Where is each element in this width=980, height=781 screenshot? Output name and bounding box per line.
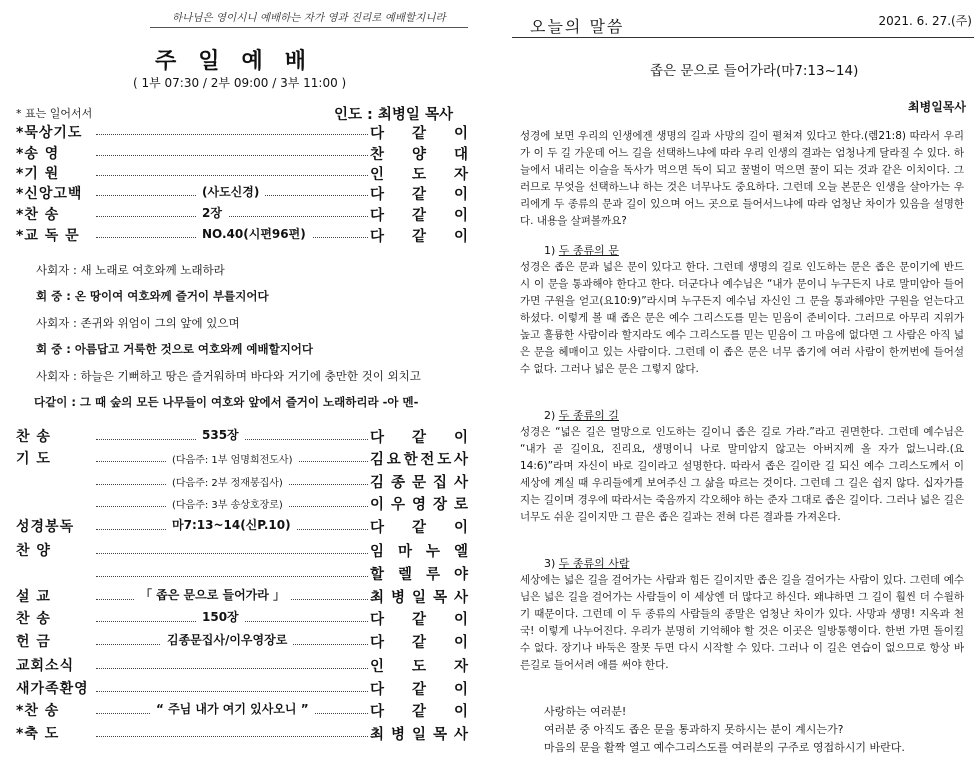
- person-char: 이: [453, 520, 468, 536]
- person-char: 종: [390, 475, 405, 491]
- order-row: [16, 122, 468, 142]
- sermon-intro: 성경에 보면 우리의 인생에겐 생명의 길과 사망의 길이 펼쳐져 있다고 한다.(렘21:8) 따라서 우리가 이 두 길 가운데 어느 길을 선택하느냐에 따라 우리 인생의 결과는 엄청나게 달라질 수 있다. 하늘에서 내리는 이슬을 독사가 먹으면 독이 되고 꿀벌이 먹으면 꿀이 되는 것과 같은 이치이다. 그러므로 무엇을 선택하느냐 하는 것은 너무나도 중요하다. 그런데 오늘 본문은 인생을 살아가는 우리에게 두 종류의 문과 길이 있으며 어느 곳으로 들어서느냐에 따라 엄청난 차이가 있음을 설명한다. 내용을 살펴볼까요?: [520, 130, 964, 227]
- person-char: 이: [453, 682, 468, 698]
- order-row: [16, 225, 468, 245]
- person-char: 이: [453, 430, 468, 446]
- order-label: 설 교: [16, 589, 51, 605]
- person-char: 이: [453, 704, 468, 720]
- section-heading: [544, 242, 619, 258]
- person-char: 집: [432, 475, 447, 491]
- person-char: 야: [453, 567, 468, 583]
- order-detail: (다음주: 1부 엄명희전도사): [166, 451, 299, 466]
- person-char: 이: [453, 229, 468, 245]
- order-row: [16, 540, 468, 562]
- person-char: 루: [425, 567, 440, 583]
- section-body: 성경은 좁은 문과 넓은 문이 있다고 한다. 그런데 생명의 길로 인도하는 문은 좁은 문이기에 반드시 이 문을 통과해야 한다고 한다. 더군다나 예수님은 “내가 문이니 누구든지 나로 말미암아 들어가면 구원을 얻고(요10:9)”라시며 누구든지 예수님 자신인 그 문을 통과해야만 구원을 얻는다고 하셨다. 이렇게 볼 때 좁은 문은 예수 그리스도를 믿는 믿음이 준비이다. 그러므로 아무리 지위가 높고 훌륭한 사람이라 할지라도 예수 그리스도를 믿는 믿음이 그 마음에 없다면 그 사람은 아직 넓은 문을 헤매이고 있는 사람이다. 그런데 이 좁은 문은 너무 좁기에 여러 사람이 한꺼번에 들어설 수 없다. 그러나 넓은 문은 그렇지 않다.: [520, 261, 964, 375]
- person-char: 양: [411, 147, 426, 163]
- order-person: [370, 183, 468, 204]
- header-divider: [512, 37, 974, 38]
- person-char: 다: [370, 430, 385, 446]
- standing-note: * 표는 일어서서: [16, 107, 93, 120]
- person-char: 요: [386, 452, 401, 468]
- person-char: 이: [453, 208, 468, 224]
- person-char: 병: [390, 727, 405, 743]
- order-row: [16, 163, 468, 183]
- section-heading: [544, 555, 630, 571]
- dotted-leader: [96, 155, 368, 156]
- order-label: *신앙고백: [16, 186, 83, 202]
- person-char: 최: [370, 727, 385, 743]
- person-char: 렐: [397, 567, 412, 583]
- person-char: 다: [370, 704, 385, 720]
- person-char: 인: [370, 659, 385, 675]
- person-char: 다: [370, 682, 385, 698]
- leader-note: 인도 : 최병일 목사: [334, 107, 453, 123]
- order-row: [16, 608, 468, 630]
- order-row: [16, 655, 468, 677]
- dotted-leader: [96, 553, 368, 554]
- person-char: 목: [432, 590, 447, 606]
- order-detail: (다음주: 3부 송상호장로): [166, 496, 289, 511]
- person-char: 임: [370, 544, 385, 560]
- congregation-line: 다같이 : 그 때 숲의 모든 나무들이 여호와 앞에서 즐거이 노래하리라 -아 멘-: [34, 395, 419, 409]
- person-char: 병: [390, 590, 405, 606]
- order-row: [16, 586, 468, 608]
- order-detail: NO.40(시편96편): [196, 225, 312, 242]
- person-char: 같: [411, 208, 426, 224]
- sermon-author: 최병일목사: [908, 100, 966, 114]
- sermon-title: 좁은 문으로 들어가라(마7:13~14): [650, 63, 859, 79]
- service-times: ( 1부 07:30 / 2부 09:00 / 3부 11:00 ): [133, 76, 347, 90]
- congregation-line: 회 중 : 온 땅이여 여호와께 즐거이 부를지어다: [36, 289, 269, 303]
- section-title: 두 종류의 문: [558, 244, 619, 257]
- person-char: 사: [453, 727, 468, 743]
- section-title: 두 종류의 길: [558, 409, 619, 422]
- order-row: [16, 700, 468, 722]
- person-char: 찬: [370, 147, 385, 163]
- order-row: [16, 516, 468, 538]
- order-label: 찬 양: [16, 543, 51, 559]
- person-char: 다: [370, 520, 385, 536]
- person-char: 전: [420, 452, 435, 468]
- order-person: [370, 471, 468, 492]
- person-char: 최: [370, 590, 385, 606]
- person-char: 자: [453, 659, 468, 675]
- person-char: 일: [411, 590, 426, 606]
- person-char: 이: [453, 635, 468, 651]
- person-char: 같: [411, 704, 426, 720]
- person-char: 다: [370, 126, 385, 142]
- order-detail: (사도신경): [196, 183, 265, 200]
- order-row: [16, 471, 468, 493]
- order-row: [16, 631, 468, 653]
- order-row: [16, 678, 468, 700]
- order-detail: (다음주: 2부 정재봉집사): [166, 474, 289, 489]
- page-title: 주일예배: [155, 48, 329, 74]
- person-char: 같: [411, 229, 426, 245]
- person-char: 문: [411, 475, 426, 491]
- person-char: 장: [432, 497, 447, 513]
- order-person: [370, 655, 468, 676]
- dotted-leader: [96, 175, 368, 176]
- person-char: 대: [453, 147, 468, 163]
- order-label: *찬 송: [16, 703, 60, 719]
- person-char: 이: [453, 612, 468, 628]
- dotted-leader: [96, 691, 368, 692]
- order-person: [370, 586, 468, 607]
- order-person: [370, 493, 468, 514]
- order-label: 성경봉독: [16, 519, 75, 535]
- person-char: 도: [411, 659, 426, 675]
- person-char: 사: [453, 452, 468, 468]
- person-char: 같: [411, 635, 426, 651]
- order-detail: 535장: [196, 426, 245, 443]
- order-label: 찬 송: [16, 611, 51, 627]
- section-number: 3): [544, 557, 556, 570]
- sermon-panel: [512, 0, 980, 781]
- order-person: [370, 204, 468, 225]
- order-person: [370, 426, 468, 447]
- order-detail: 150장: [196, 608, 245, 625]
- person-char: 같: [411, 520, 426, 536]
- order-detail: 마7:13~14(신P.10): [166, 516, 297, 533]
- order-person: [370, 143, 468, 164]
- order-label: *축 도: [16, 726, 60, 742]
- leader-line: 사회자 : 존귀와 위엄이 그의 앞에 있으며: [36, 316, 240, 330]
- dotted-leader: [96, 668, 368, 669]
- order-label: 기 도: [16, 451, 51, 467]
- order-row: [16, 723, 468, 745]
- order-row: [16, 493, 468, 515]
- person-char: 이: [370, 497, 385, 513]
- order-row: [16, 204, 468, 224]
- order-person: [370, 122, 468, 143]
- order-person: [370, 563, 468, 584]
- leader-line: 사회자 : 새 노래로 여호와께 노래하라: [36, 263, 225, 277]
- person-char: 이: [453, 187, 468, 203]
- congregation-line: 회 중 : 아름답고 거룩한 것으로 여호와께 예배할지어다: [36, 342, 314, 356]
- order-label: *찬 송: [16, 207, 60, 223]
- order-row: [16, 563, 468, 585]
- section-body: 세상에는 넓은 길을 걸어가는 사람과 힘든 길이지만 좁은 길을 걸어가는 사람이 있다. 그런데 예수님은 넓은 길을 걸어가는 사람들이 이 세상엔 더 많다고 하신다. 왜냐하면 그 길이 훨씬 더 수월하기 때문이다. 그런데 이 두 종류의 사람들의 종말은 엄청난 차이가 있다. 사망과 생명! 지옥과 천국! 이렇게 나누어진다. 우리가 분명히 기억해야 할 것은 이곳은 일방통행이다. 한번 가면 돌이킬 수 없다. 장기나 바둑은 잘못 두면 다시 시작할 수 있다. 그러나 이 길은 연습이 없으므로 항상 바른길로 들어서려 애를 써야 한다.: [520, 574, 964, 671]
- dotted-leader: [96, 216, 368, 217]
- person-char: 우: [390, 497, 405, 513]
- order-person: [370, 225, 468, 246]
- person-char: 자: [453, 167, 468, 183]
- person-char: 마: [397, 544, 412, 560]
- order-label: 헌 금: [16, 634, 51, 650]
- person-char: 한: [403, 452, 418, 468]
- person-char: 다: [370, 229, 385, 245]
- order-label: *묵상기도: [16, 125, 83, 141]
- order-label: 새가족환영: [16, 681, 89, 697]
- person-char: 사: [453, 590, 468, 606]
- section-body: 성경은 “넓은 길은 멸망으로 인도하는 길이니 좁은 길로 가라.”라고 권면한다. 그런데 예수님은 “내가 곧 길이요, 진리요, 생명이니 나로 말미암지 않고는 아버지께 올 자가 없느니라.(요14:6)”라며 자신이 바로 길이라고 설명한다. 따라서 좁은 길이란 길 되신 예수 그리스도께서 이 세상에 계실 때 우리들에게 보여주신 그 삶을 따르는 것이다. 그런데 그 길은 쉽지 않다. 십자가를 지는 길이며 경우에 따라서는 죽음까지 각오해야 하는 준자 그대로 좁은 길이다. 그러나 넓은 길은 너무도 쉬운 길이지만 그 끝은 좁은 길과는 전혀 다른 결과를 가져온다.: [520, 426, 964, 523]
- person-char: 다: [370, 208, 385, 224]
- leader-line: 사회자 : 하늘은 기뻐하고 땅은 즐거워하며 바다와 거기에 충만한 것이 외치고: [36, 369, 421, 383]
- order-person: [370, 516, 468, 537]
- motto: 하나님은 영이시니 예배하는 자가 영과 진리로 예배할지니라: [150, 10, 468, 28]
- dotted-leader: [96, 134, 368, 135]
- order-label: *송 영: [16, 146, 60, 162]
- order-detail: 「 좁은 문으로 들어가라 」: [134, 586, 291, 603]
- order-label: *교 독 문: [16, 228, 80, 244]
- person-char: 사: [453, 475, 468, 491]
- section-number: 2): [544, 409, 556, 422]
- person-char: 엘: [453, 544, 468, 560]
- order-person: [370, 540, 468, 561]
- person-char: 김: [370, 452, 385, 468]
- person-char: 같: [411, 612, 426, 628]
- dotted-leader: [96, 736, 368, 737]
- order-detail: 김종문집사/이우영장로: [161, 631, 293, 648]
- person-char: 인: [370, 167, 385, 183]
- order-detail: “ 주님 내가 여기 있사오니 ”: [150, 700, 315, 717]
- order-person: [370, 608, 468, 629]
- person-char: 도: [437, 452, 452, 468]
- person-char: 로: [453, 497, 468, 513]
- person-char: 같: [411, 187, 426, 203]
- order-person: [370, 448, 468, 469]
- person-char: 누: [425, 544, 440, 560]
- order-row: [16, 143, 468, 163]
- order-row: [16, 426, 468, 448]
- order-label: 찬 송: [16, 429, 51, 445]
- order-row: [16, 183, 468, 203]
- section-title: 두 종류의 사람: [558, 557, 630, 570]
- order-person: [370, 700, 468, 721]
- closing-line: 여러분 중 아직도 좁은 문을 통과하지 못하시는 분이 계시는가?: [544, 723, 844, 736]
- person-char: 할: [370, 567, 385, 583]
- order-person: [370, 163, 468, 184]
- dotted-leader: [96, 576, 368, 577]
- order-person: [370, 631, 468, 652]
- person-char: 같: [411, 682, 426, 698]
- person-char: 같: [411, 430, 426, 446]
- person-char: 일: [411, 727, 426, 743]
- sermon-date: 2021. 6. 27.(주): [878, 14, 972, 28]
- order-label: 교회소식: [16, 658, 75, 674]
- person-char: 다: [370, 187, 385, 203]
- person-char: 도: [411, 167, 426, 183]
- closing-line: 마음의 문을 활짝 열고 예수그리스도를 여러분의 구주로 영접하시기 바란다.: [544, 741, 905, 754]
- person-char: 영: [411, 497, 426, 513]
- order-label: *기 원: [16, 166, 60, 182]
- person-char: 다: [370, 635, 385, 651]
- person-char: 같: [411, 126, 426, 142]
- sermon-header: 오늘의 말씀: [530, 17, 625, 36]
- section-heading: [544, 407, 619, 423]
- order-detail: 2장: [196, 204, 228, 221]
- person-char: 이: [453, 126, 468, 142]
- order-person: [370, 723, 468, 744]
- person-char: 다: [370, 612, 385, 628]
- person-char: 목: [432, 727, 447, 743]
- order-person: [370, 678, 468, 699]
- closing-line: 사랑하는 여러분!: [544, 705, 627, 718]
- section-number: 1): [544, 244, 556, 257]
- person-char: 김: [370, 475, 385, 491]
- order-row: [16, 448, 468, 470]
- bulletin-order-of-worship: [0, 0, 480, 781]
